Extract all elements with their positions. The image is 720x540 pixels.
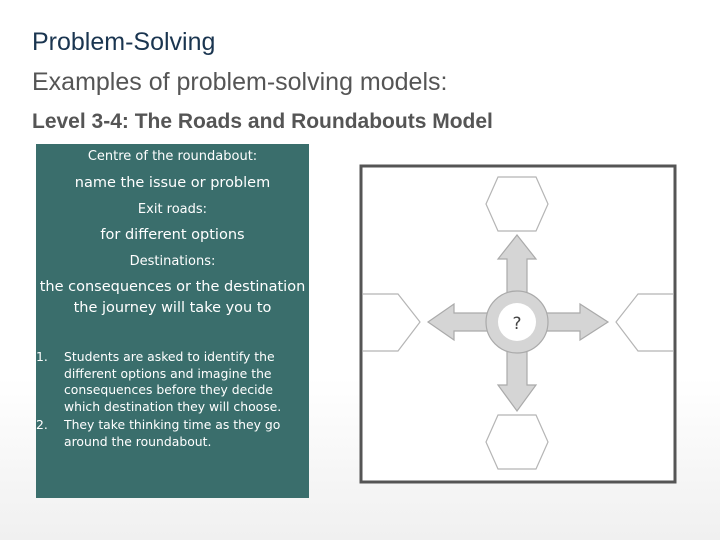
- step-line: consequences before they decide: [64, 382, 274, 398]
- list-item: [36, 349, 298, 416]
- destinations-text-1: the consequences or the destination: [39, 279, 306, 295]
- centre-text: name the issue or problem: [74, 175, 271, 191]
- step-line: which destination they will choose.: [64, 399, 282, 415]
- step-number: 2.: [36, 416, 48, 432]
- roundabout-question-mark: ?: [512, 314, 522, 334]
- destinations-text-2: the journey will take you to: [73, 300, 272, 316]
- exit-text: for different options: [100, 227, 245, 243]
- explanation-panel: [36, 144, 309, 498]
- step-line: Students are asked to identify the: [64, 349, 275, 364]
- destinations-label: Destinations:: [129, 254, 216, 269]
- model-heading: Level 3-4: The Roads and Roundabouts Model: [32, 110, 493, 133]
- step-line: They take thinking time as they go: [64, 416, 281, 432]
- destination-top-hexagon: [486, 177, 548, 231]
- list-item: [36, 417, 298, 450]
- roundabout-diagram: [358, 163, 678, 485]
- steps-list: [36, 349, 298, 451]
- step-line: different options and imagine the: [64, 365, 272, 381]
- destination-bottom-hexagon: [486, 415, 548, 469]
- page-title: Problem-Solving: [32, 28, 216, 56]
- exit-label: Exit roads:: [137, 202, 208, 217]
- centre-label: Centre of the roundabout:: [87, 149, 258, 164]
- page-subtitle: Examples of problem-solving models:: [32, 68, 448, 96]
- step-number: 1.: [36, 349, 48, 364]
- step-line: around the roundabout.: [64, 433, 212, 449]
